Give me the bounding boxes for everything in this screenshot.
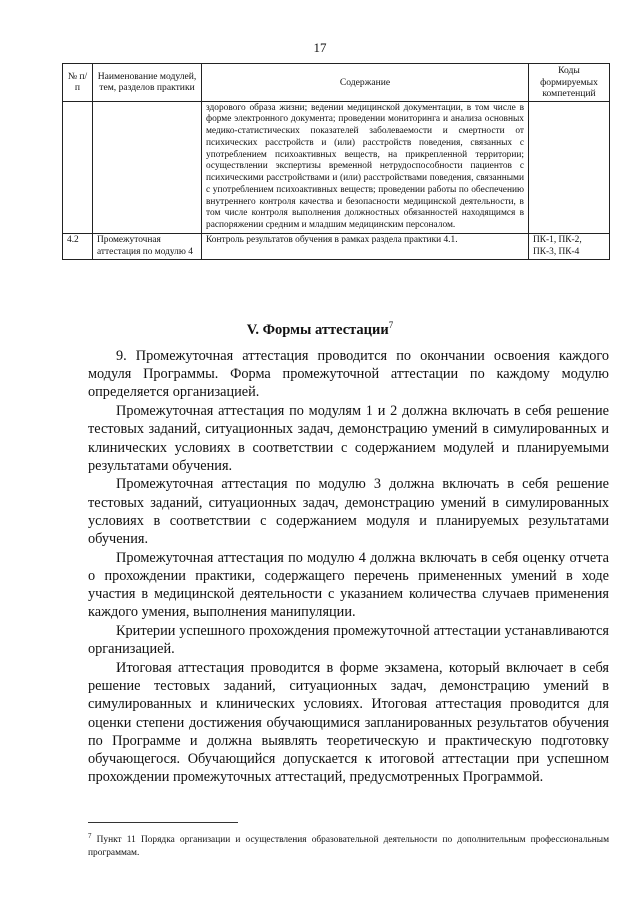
header-num: № п/п [63, 64, 93, 102]
cell-codes-empty [529, 101, 610, 233]
cell-module-name: Промежуточная аттестация по модулю 4 [93, 233, 202, 260]
body-text [88, 347, 609, 787]
section-title [0, 320, 640, 339]
table-header-row [63, 64, 610, 102]
paragraph: Критерии успешного прохождения промежуточной аттестации устанавливаются организацией. [88, 623, 609, 658]
cell-competence-codes: ПК-1, ПК-2, ПК-3, ПК-4 [529, 233, 610, 260]
paragraph: Промежуточная аттестация по модулю 4 должна включать в себя оценку отчета о прохождении практики, содержащего перечень примененных умений в ходе участия в медицинской деятельности с указанием количества случаев применения каждого умения, выполнения манипуляции. [88, 549, 609, 621]
header-content: Содержание [202, 64, 529, 102]
section-title-text: V. Формы аттестации [246, 321, 389, 338]
footnote [88, 830, 609, 860]
paragraph: Итоговая аттестация проводится в форме экзамена, который включает в себя решение тестовых заданий, ситуационных задач, демонстрацию умений в симулированных и клинических условиях. Итоговая аттестация проводится для оценки степени достижения обучающимися запланированных результатов обучения по Программе и должна выявлять теоретическую и практическую подготовку обучающегося. Обучающийся допускается к итоговой аттестации при успешном прохождении промежуточных аттестаций, предусмотренных Программой. [88, 659, 609, 786]
footnote-divider [88, 822, 238, 823]
header-competence-codes: Коды формируемых компетенций [529, 64, 610, 102]
page-number: 17 [313, 40, 327, 55]
table-row [63, 233, 610, 260]
table-row-continued [63, 101, 610, 233]
cell-num-empty [63, 101, 93, 233]
paragraph: Промежуточная аттестация по модулю 3 должна включать в себя решение тестовых заданий, ситуационных задач, демонстрацию умений в симулированных условиях в соответствии с содержанием модуля и планируемых результатами обучения. [88, 476, 609, 548]
header-module-name: Наименование модулей, тем, разделов практики [93, 64, 202, 102]
cell-content: Контроль результатов обучения в рамках раздела практики 4.1. [202, 233, 529, 260]
cell-content-continued: здорового образа жизни; ведении медицинской документации, в том числе в форме электронного документа; проведении мониторинга и анализа основных медико-статистических показателей заболеваемости и смертности от психических расстройств и (или) расстройств поведения, связанных с употреблением психоактивных веществ, на прикрепленной территории; осуществлении экспертизы временной нетрудоспособности пациентов с психическими расстройствами и (или) расстройствами поведения, связанными с употреблением психоактивных веществ; проведении работы по обеспечению внутреннего контроля качества и безопасности медицинской деятельности, в том числе контроля выполнения должностных обязанностей находящимся в распоряжении средним и младшим медицинским персоналом. [202, 101, 529, 233]
footnote-mark: 7 [88, 832, 92, 840]
paragraph: Промежуточная аттестация по модулям 1 и 2 должна включать в себя решение тестовых заданий, ситуационных задач, демонстрацию умений в симулированных и клинических условиях в соответствии с содержанием модулей и планируемыми результатами обучения. [88, 403, 609, 474]
footnote-reference: 7 [388, 320, 394, 330]
paragraph: 9. Промежуточная аттестация проводится по окончании освоения каждого модуля Программы. Форма промежуточной аттестации по каждому модулю определяется организацией. [88, 348, 609, 401]
program-table [62, 63, 610, 260]
cell-name-empty [93, 101, 202, 233]
cell-num: 4.2 [63, 233, 93, 260]
footnote-text: Пункт 11 Порядка организации и осуществления образовательной деятельности по дополнительным профессиональным программам. [88, 835, 610, 859]
